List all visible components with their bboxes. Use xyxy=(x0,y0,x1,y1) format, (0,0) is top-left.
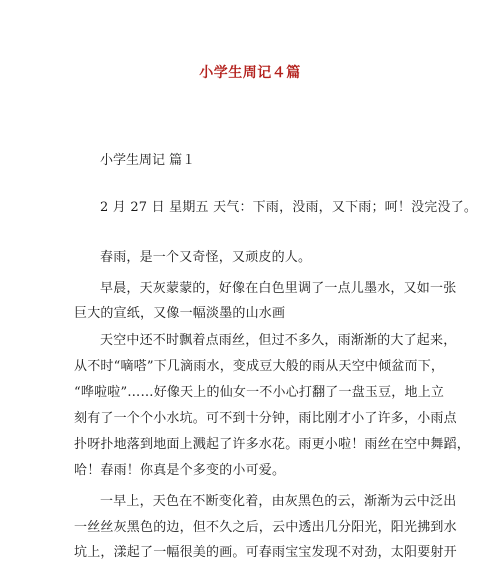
paragraph-line: 一早上，天色在不断变化着，由灰黑色的云，渐渐为云中泛出 xyxy=(100,494,457,509)
paragraph-line: 扑呀扑地落到地面上溅起了许多水花。雨更小啦！雨丝在空中舞蹈， xyxy=(74,437,471,452)
paragraph-line: 从不时“嘀嗒”下几滴雨水，变成豆大般的雨从天空中倾盆而下， xyxy=(74,359,445,374)
paragraph-line: 天空中还不时飘着点雨丝，但过不多久，雨渐渐的大了起来， xyxy=(100,333,457,348)
paragraph-line: 春雨，是一个又奇怪，又顽皮的人。 xyxy=(100,250,312,265)
paragraph-line: 一丝丝灰黑色的边，但不久之后，云中透出几分阳光，阳光拂到水 xyxy=(74,520,457,535)
document-title: 小学生周记４篇 xyxy=(199,65,301,81)
paragraph-line: 早晨，天灰蒙蒙的，好像在白色里调了一点儿墨水，又如一张 xyxy=(100,281,457,296)
section-heading: 小学生周记 篇１ xyxy=(100,153,196,168)
paragraph-line: 刻有了一个个小水坑。可不到十分钟，雨比刚才小了许多，小雨点 xyxy=(74,411,457,426)
paragraph-line: 巨大的宣纸，又像一幅淡墨的山水画 xyxy=(74,306,286,321)
date-weather-line: 2 月 27 日 星期五 天气：下雨，没雨，又下雨；呵！没完没了。 xyxy=(100,200,478,215)
paragraph-line: “哗啦啦”……好像天上的仙女一不小心打翻了一盘玉豆，地上立 xyxy=(74,385,445,400)
paragraph-line: 坑上，漾起了一幅很美的画。可春雨宝宝发现不对劲，太阳要射开 xyxy=(74,545,457,560)
paragraph-line: 哈！春雨！你真是个多变的小可爱。 xyxy=(74,463,286,478)
